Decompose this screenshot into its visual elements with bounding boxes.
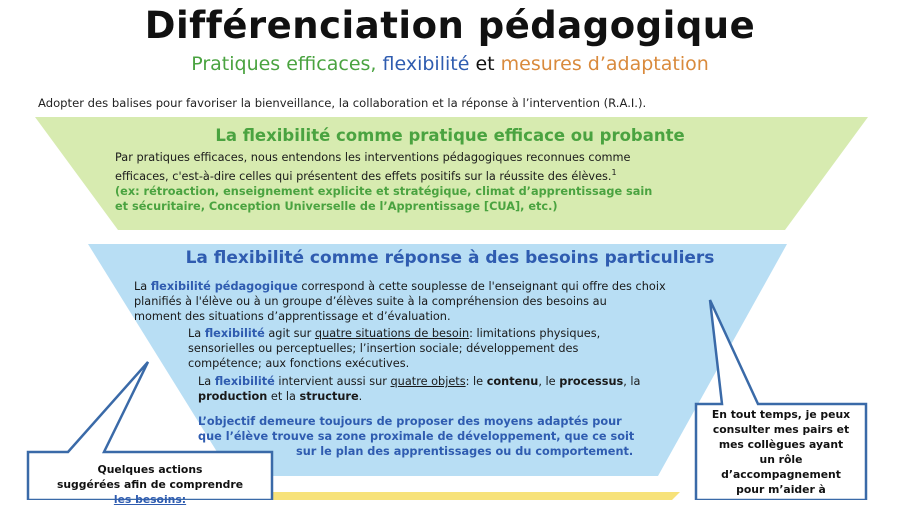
- page-subtitle: [0, 53, 900, 75]
- yellow-funnel-band: [240, 492, 680, 500]
- blue-section-title: La flexibilité comme réponse à des besoins particuliers: [185, 248, 715, 268]
- subtitle-adaptation: mesures d’adaptation: [500, 53, 709, 75]
- footnote-marker: 1: [611, 168, 617, 177]
- subtitle-flexibility: flexibilité: [382, 53, 470, 75]
- keyword-contenu: contenu: [486, 375, 539, 388]
- right-bubble-text: En tout temps, je peux consulter mes pairs et mes collègues ayant un rôle d’accompagnement pour m’aider à: [711, 408, 851, 496]
- keyword-quatre-objets: quatre objets: [390, 375, 466, 388]
- blue-paragraph-4: L’objectif demeure toujours de proposer des moyens adaptés pour que l’élève trouve sa zone proximale de développement, que ce soit sur le plan des apprentissages ou du comportement.: [198, 415, 635, 458]
- green-line-2: efficaces, c'est-à-dire celles qui présentent des effets positifs sur la réussite des élèves.$^1$: [115, 168, 617, 183]
- subtitle-practices: Pratiques efficaces,: [191, 53, 383, 75]
- keyword-production: production: [198, 390, 268, 403]
- green-examples-line-1: (ex: rétroaction, enseignement explicite et stratégique, climat d’apprentissage sain: [115, 184, 653, 198]
- green-examples-line-2: et sécuritaire, Conception Universelle de l’Apprentissage [CUA], etc.): [115, 199, 558, 213]
- blue-paragraph-2: La flexibilité agit sur quatre situations de besoin: limitations physiques, sensorielles ou perceptuelles; l’insertion sociale; développement des compétence; aux fonctions exécutives.: [188, 327, 601, 370]
- keyword-flexibilite-2: flexibilité: [214, 375, 275, 388]
- green-line-1: Par pratiques efficaces, nous entendons les interventions pédagogiques reconnues comme: [115, 151, 631, 164]
- green-section-body: [115, 150, 815, 214]
- blue-paragraph-3: La flexibilité intervient aussi sur quatre objets: le contenu, le processus, la production et la structure.: [198, 375, 641, 403]
- keyword-flexibilite-pedagogique: flexibilité pédagogique: [150, 280, 298, 293]
- intro-text: Adopter des balises pour favoriser la bienveillance, la collaboration et la réponse à l’intervention (R.A.I.).: [38, 96, 647, 110]
- left-bubble-text: Quelques actions suggérées afin de comprendre les besoins:: [56, 463, 244, 506]
- blue-paragraph-1: La flexibilité pédagogique correspond à cette souplesse de l'enseignant qui offre des choix planifiés à l'élève ou à un groupe d’élèves suite à la compréhension des besoins au moment des situations d’apprentissage et d’évaluation.: [134, 280, 666, 323]
- page-title: Différenciation pédagogique: [144, 4, 756, 47]
- subtitle-and: et: [469, 53, 501, 75]
- keyword-flexibilite: flexibilité: [204, 327, 265, 340]
- keyword-structure: structure: [299, 390, 359, 403]
- keyword-quatre-situations: quatre situations de besoin: [314, 327, 470, 340]
- green-section-title: La flexibilité comme pratique efficace ou probante: [215, 126, 685, 145]
- keyword-processus: processus: [559, 375, 624, 388]
